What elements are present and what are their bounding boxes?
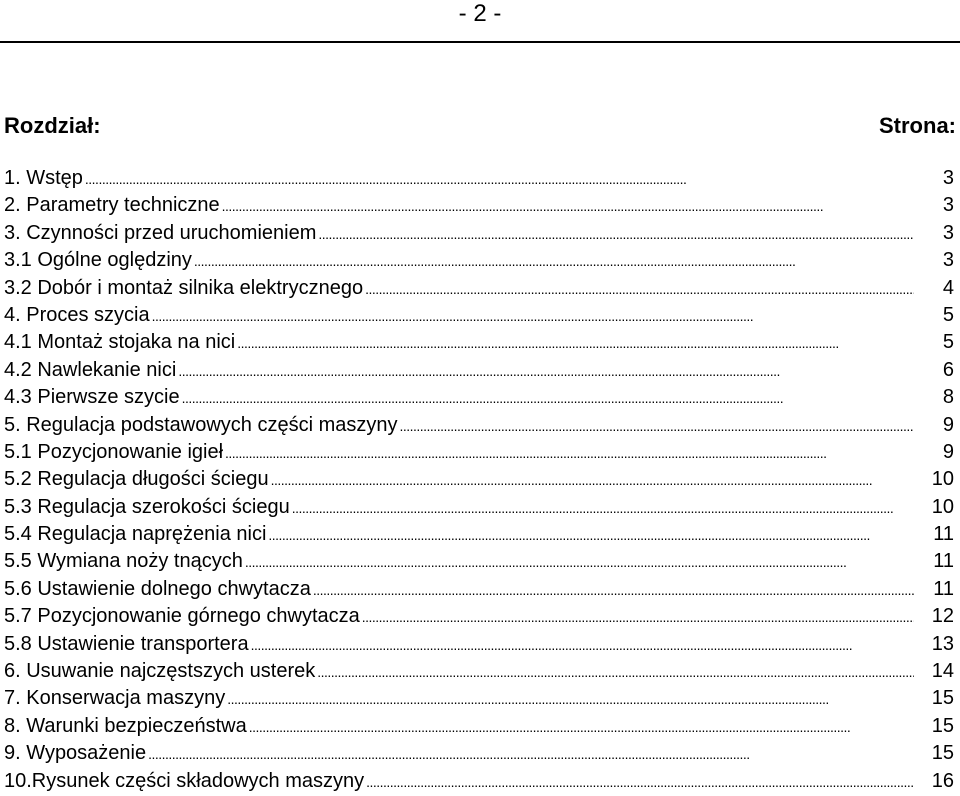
toc-entry[interactable]: [4, 247, 956, 274]
toc-entry[interactable]: [4, 685, 956, 712]
toc-entry-title: 5.5 Wymiana noży tnących: [4, 550, 243, 573]
toc-dot-leader: [152, 303, 914, 330]
toc-entry-page: 14: [931, 660, 954, 683]
toc-entry[interactable]: [4, 220, 956, 247]
toc-dot-leader: [148, 741, 914, 768]
toc-entry-page: 10: [931, 495, 954, 518]
toc-entry[interactable]: [4, 521, 956, 548]
toc-entry-title: 4.2 Nawlekanie nici: [4, 358, 177, 381]
toc-dot-leader: [222, 193, 914, 220]
toc-dot-leader: [292, 495, 914, 522]
page-number: - 2 -: [458, 0, 502, 27]
toc-dot-leader: [400, 413, 914, 440]
toc-entry[interactable]: [4, 357, 956, 384]
toc-entry[interactable]: [4, 713, 956, 740]
toc-entry-title: 2. Parametry techniczne: [4, 194, 220, 217]
toc-entry-page: 5: [942, 303, 954, 326]
toc-entry-page: 3: [942, 249, 954, 272]
toc-entry-title: 10.Rysunek części składowych maszyny: [4, 769, 365, 792]
toc-entry[interactable]: [4, 192, 956, 219]
toc-entry[interactable]: [4, 329, 956, 356]
toc-entry-title: 8. Warunki bezpieczeństwa: [4, 714, 247, 737]
toc-entry[interactable]: [4, 631, 956, 658]
header-divider: [0, 41, 960, 43]
toc-dot-leader: [245, 549, 914, 576]
toc-entry-page: 8: [942, 386, 954, 409]
toc-entry[interactable]: [4, 384, 956, 411]
toc-dot-leader: [362, 604, 914, 631]
toc-entry[interactable]: [4, 466, 956, 493]
toc-entry-page: 15: [931, 714, 954, 737]
toc-entry-page: 3: [942, 221, 954, 244]
toc-entry[interactable]: [4, 768, 956, 795]
toc-dot-leader: [268, 522, 914, 549]
toc-entry[interactable]: [4, 603, 956, 630]
toc-entry-page: 15: [931, 742, 954, 765]
toc-entry[interactable]: [4, 439, 956, 466]
toc-entry-title: 5.8 Ustawienie transportera: [4, 632, 249, 655]
toc-entry-title: 7. Konserwacja maszyny: [4, 687, 226, 710]
toc-entry-title: 3.2 Dobór i montaż silnika elektrycznego: [4, 276, 364, 299]
toc-dot-leader: [365, 276, 914, 303]
toc-entry-title: 1. Wstęp: [4, 167, 83, 189]
toc-dot-leader: [313, 577, 914, 604]
toc-entry-page: 3: [942, 194, 954, 217]
toc-entry[interactable]: [4, 576, 956, 603]
toc-entry-title: 3.1 Ogólne oględziny: [4, 249, 192, 272]
toc-entry-page: 10: [931, 468, 954, 491]
toc-entry-page: 11: [933, 577, 954, 600]
toc-entry-title: 5.1 Pozycjonowanie igieł: [4, 440, 224, 463]
table-of-contents: [4, 165, 956, 795]
toc-entry-page: 3: [942, 167, 954, 189]
toc-dot-leader: [271, 467, 914, 494]
toc-entry-page: 4: [942, 276, 954, 299]
toc-entry-title: 4.1 Montaż stojaka na nici: [4, 331, 236, 354]
toc-entry-page: 11: [933, 550, 954, 573]
toc-dot-leader: [251, 632, 914, 659]
toc-entry[interactable]: [4, 548, 956, 575]
page-column-label: Strona:: [879, 113, 956, 138]
toc-entry[interactable]: [4, 740, 956, 767]
toc-entry-title: 5.7 Pozycjonowanie górnego chwytacza: [4, 605, 360, 628]
toc-dot-leader: [194, 248, 914, 275]
toc-entry-title: 9. Wyposażenie: [4, 742, 147, 765]
toc-entry[interactable]: [4, 275, 956, 302]
toc-dot-leader: [249, 714, 914, 741]
toc-entry-title: 4.3 Pierwsze szycie: [4, 386, 180, 409]
toc-entry-title: 6. Usuwanie najczęstszych usterek: [4, 660, 316, 683]
toc-entry-page: 6: [942, 358, 954, 381]
toc-dot-leader: [85, 166, 914, 193]
toc-dot-leader: [317, 659, 914, 686]
toc-entry[interactable]: [4, 302, 956, 329]
toc-entry[interactable]: [4, 658, 956, 685]
toc-entry-title: 5.6 Ustawienie dolnego chwytacza: [4, 577, 311, 600]
toc-dot-leader: [225, 440, 914, 467]
toc-heading-row: [4, 111, 956, 141]
toc-entry-page: 9: [942, 440, 954, 463]
toc-entry-title: 3. Czynności przed uruchomieniem: [4, 221, 317, 244]
toc-entry-page: 11: [933, 523, 954, 546]
toc-entry[interactable]: [4, 494, 956, 521]
toc-entry[interactable]: [4, 165, 956, 192]
toc-entry-page: 5: [942, 331, 954, 354]
toc-entry-page: 9: [942, 413, 954, 436]
toc-dot-leader: [237, 330, 914, 357]
toc-entry-title: 4. Proces szycia: [4, 303, 150, 326]
toc-dot-leader: [227, 686, 914, 713]
toc-dot-leader: [318, 221, 914, 248]
toc-entry-title: 5. Regulacja podstawowych części maszyny: [4, 413, 398, 436]
toc-entry[interactable]: [4, 412, 956, 439]
toc-entry-title: 5.2 Regulacja długości ściegu: [4, 468, 269, 491]
toc-dot-leader: [182, 385, 914, 412]
toc-entry-title: 5.3 Regulacja szerokości ściegu: [4, 495, 290, 518]
toc-entry-page: 15: [931, 687, 954, 710]
toc-entry-title: 5.4 Regulacja naprężenia nici: [4, 523, 267, 546]
toc-dot-leader: [178, 358, 914, 385]
toc-dot-leader: [366, 769, 914, 796]
toc-entry-page: 13: [931, 632, 954, 655]
chapter-column-label: Rozdział:: [4, 113, 101, 138]
toc-entry-page: 16: [931, 769, 954, 792]
toc-entry-page: 12: [931, 605, 954, 628]
